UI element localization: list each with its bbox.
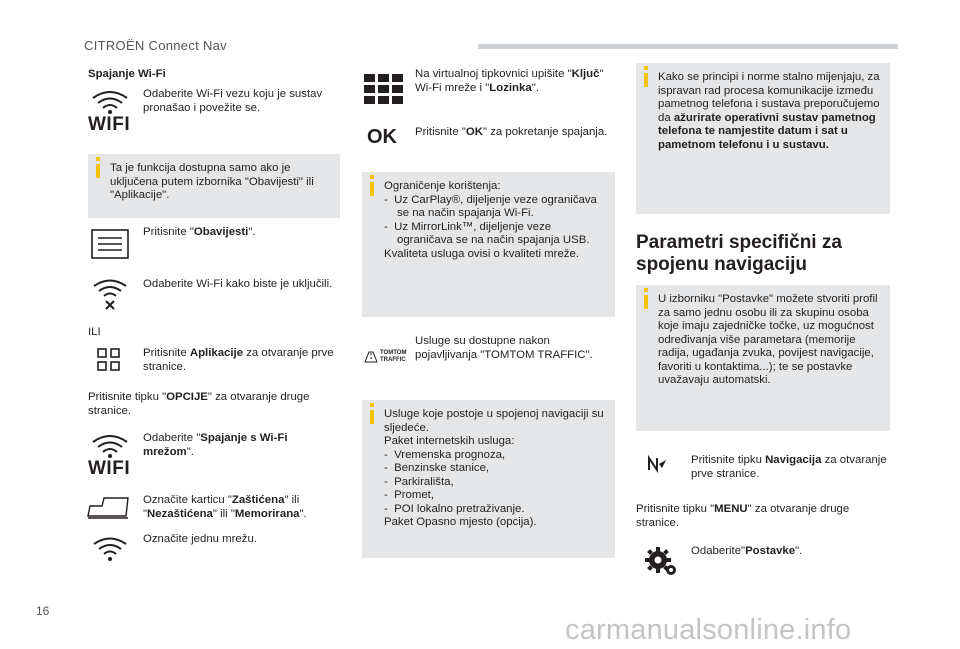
note-text: Kako se principi i norme stalno mijenjaju, za ispravan rad procesa komunikacije između pametnog telefona i sustava preporučujemo da — [658, 71, 880, 124]
note-item: - Vremenska prognoza, — [384, 448, 506, 461]
wifi-label: WIFI — [88, 458, 131, 479]
step-press-navigation: Pritisnite tipku Navigacija za otvaranje prve stranice. — [691, 454, 887, 480]
note-footer: Kvaliteta usluga ovisi o kvaliteti mreže. — [384, 247, 579, 260]
wifi-label: WIFI — [88, 114, 131, 135]
note-text: Ta je funkcija dostupna samo ako je uključena putem izbornika "Obavijesti" ili "Aplikacije". — [110, 162, 314, 201]
tab-icon — [86, 492, 132, 522]
step-select-settings: Odaberite"Postavke". — [691, 545, 803, 557]
step-enable-wifi: Odaberite Wi-Fi kako biste je uključili. — [143, 278, 333, 290]
wifi-network-icon — [88, 534, 132, 566]
or-label: ILI — [88, 326, 101, 338]
keyboard-icon — [364, 72, 404, 106]
note-item: - Promet, — [384, 489, 435, 501]
note-settings-profile — [636, 285, 890, 431]
note-text: U izborniku "Postavke" možete stvoriti profil za samo jednu osobu ili za skupinu osoba koje imaju zajedničke točke, uz mogućnost određivanja više parametara (memorije radija, ugađanja zvuka, povijest navigacije, favoriti u kontaktima...); te se postavke uvažavaju automatski. — [658, 293, 878, 386]
note-item: - POI lokalno pretraživanje. — [384, 502, 525, 515]
note-footer: Paket Opasno mjesto (opcija). — [384, 516, 537, 528]
wifi-icon — [88, 88, 132, 136]
note-update-os — [636, 63, 890, 214]
note-usage-limits — [362, 172, 615, 317]
note-item: - Uz MirrorLink™, dijeljenje veze ograničava se na način spajanja USB. — [384, 220, 590, 246]
apps-grid-icon — [92, 346, 126, 376]
page-number: 16 — [36, 604, 50, 618]
note-title: Ograničenje korištenja: — [384, 180, 501, 192]
step-press-notifications: Pritisnite "Obavijesti". — [143, 226, 256, 238]
tomtom-label: TOMTOM — [380, 350, 407, 356]
tomtom-traffic-icon — [364, 350, 408, 366]
step-press-apps: Pritisnite Aplikacije za otvaranje prve stranice. — [143, 347, 334, 373]
header-bar — [478, 44, 898, 49]
section-heading: Parametri specifični za spojenu navigaciju — [636, 232, 842, 275]
note-connected-services — [362, 400, 615, 558]
watermark: carmanualsonline.info — [565, 614, 852, 646]
wifi-off-icon — [88, 276, 132, 312]
note-item: - Parkirališta, — [384, 475, 454, 488]
notifications-menu-icon — [88, 224, 132, 264]
running-header: CITROËN Connect Nav — [84, 38, 227, 53]
ok-icon: OK — [367, 126, 397, 148]
step-select-wifi: Odaberite Wi-Fi vezu koju je sustav pronašao i povežite se. — [143, 88, 323, 114]
step-services-available: Usluge su dostupne nakon pojavljivanja "TOMTOM TRAFFIC". — [415, 335, 593, 361]
note-subtitle: Paket internetskih usluga: — [384, 435, 515, 447]
step-press-menu: Pritisnite tipku "MENU" za otvaranje druge stranice. — [636, 503, 850, 529]
section-title: Spajanje Wi-Fi — [88, 68, 166, 80]
wifi-icon-2 — [88, 432, 132, 480]
step-wifi-connection: Odaberite "Spajanje s Wi-Fi mrežom". — [143, 432, 288, 458]
note-intro: Usluge koje postoje u spojenoj navigaciji su sljedeće. — [384, 408, 604, 434]
step-tab-select: Označite karticu "Zaštićena" ili "Nezaštićena" ili "Memorirana". — [143, 494, 307, 520]
note-item: - Uz CarPlay®, dijeljenje veze ograničava se na način spajanja Wi-Fi. — [384, 193, 597, 219]
step-select-network: Označite jednu mrežu. — [143, 533, 257, 545]
note-item: - Benzinske stanice, — [384, 462, 490, 474]
step-press-ok: Pritisnite "OK" za pokretanje spajanja. — [415, 126, 608, 138]
navigation-icon — [646, 454, 670, 474]
note-availability — [88, 154, 340, 218]
note-bold-text: ažurirate operativni sustav pametnog telefona te namjestite datum i sat u pametnom telefonu i u sustavu. — [658, 111, 876, 151]
step-options: Pritisnite tipku "OPCIJE" za otvaranje druge stranice. — [88, 391, 310, 417]
settings-gear-icon — [644, 544, 678, 578]
traffic-label: TRAFFIC — [380, 356, 406, 363]
step-enter-key: Na virtualnoj tipkovnici upišite "Ključ" Wi-Fi mreže i "Lozinka". — [415, 68, 604, 94]
